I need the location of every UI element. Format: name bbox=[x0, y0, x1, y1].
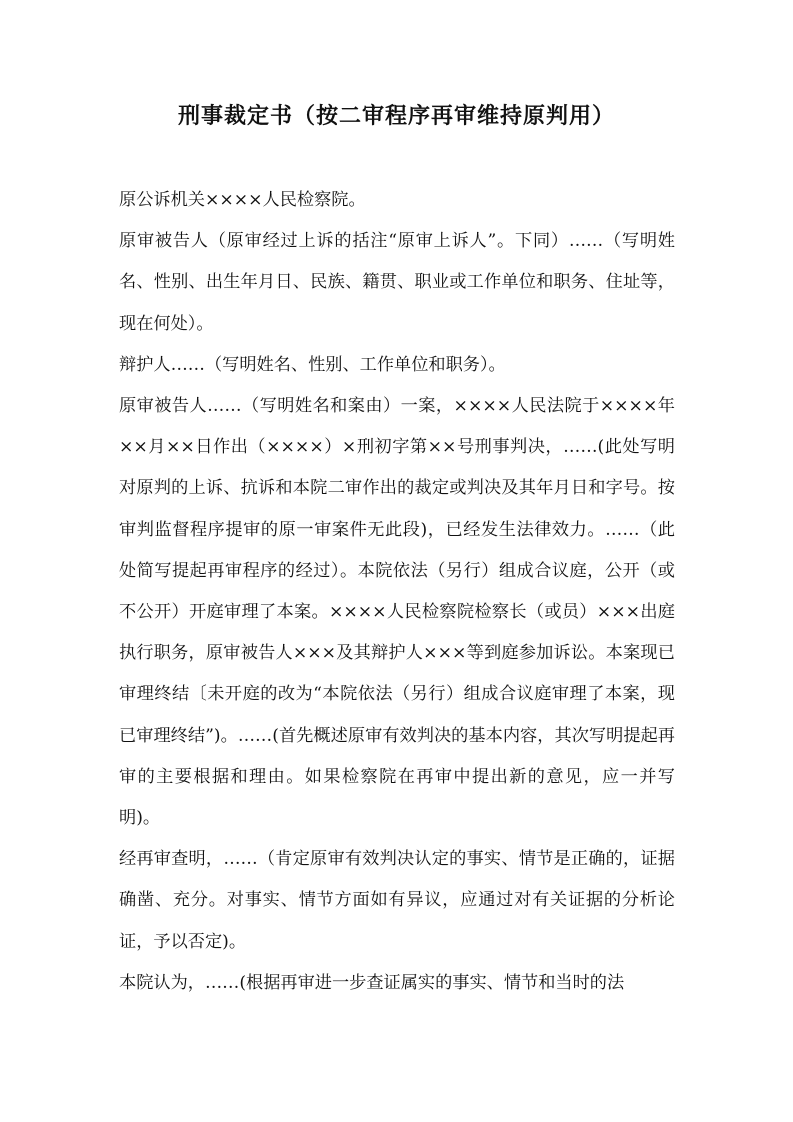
document-title: 刑事裁定书（按二审程序再审维持原判用） bbox=[177, 103, 615, 129]
paragraph-case-history: 原审被告人……（写明姓名和案由）一案，××××人民法院于××××年××月××日作出（××××）×刑初字第××号刑事判决，……(此处写明对原判的上诉、抗诉和本院二审作出的裁定或判决及其年月日和字号。按审判监督程序提审的原一审案件无此段)，已经发生法律效力。……（此处简写提起再审程序的经过）。本院依法（另行）组成合议庭，公开（或不公开）开庭审理了本案。××××人民检察院检察长（或员）×××出庭执行职务，原审被告人×××及其辩护人×××等到庭参加诉讼。本案现已审理终结〔未开庭的改为“本院依法（另行）组成合议庭审理了本案，现已审理终结”)。……(首先概述原审有效判决的基本内容，其次写明提起再审的主要根据和理由。如果检察院在再审中提出新的意见，应一并写明)。 bbox=[119, 396, 675, 829]
document-body bbox=[119, 180, 675, 1004]
paragraph-defendant: 原审被告人（原审经过上诉的括注“原审上诉人”。下同）……（写明姓名、性别、出生年月日、民族、籍贯、职业或工作单位和职务、住址等，现在何处）。 bbox=[119, 231, 675, 334]
paragraph-retrial-findings: 经再审查明，……（肯定原审有效判决认定的事实、情节是正确的，证据确凿、充分。对事实、情节方面如有异议，应通过对有关证据的分析论证，予以否定)。 bbox=[119, 849, 675, 952]
paragraph-defender: 辩护人……（写明姓名、性别、工作单位和职务）。 bbox=[119, 354, 506, 375]
paragraph-prosecutor: 原公诉机关××××人民检察院。 bbox=[119, 190, 366, 210]
paragraph-court-opinion: 本院认为，……(根据再审进一步查证属实的事实、情节和当时的法 bbox=[119, 972, 625, 993]
